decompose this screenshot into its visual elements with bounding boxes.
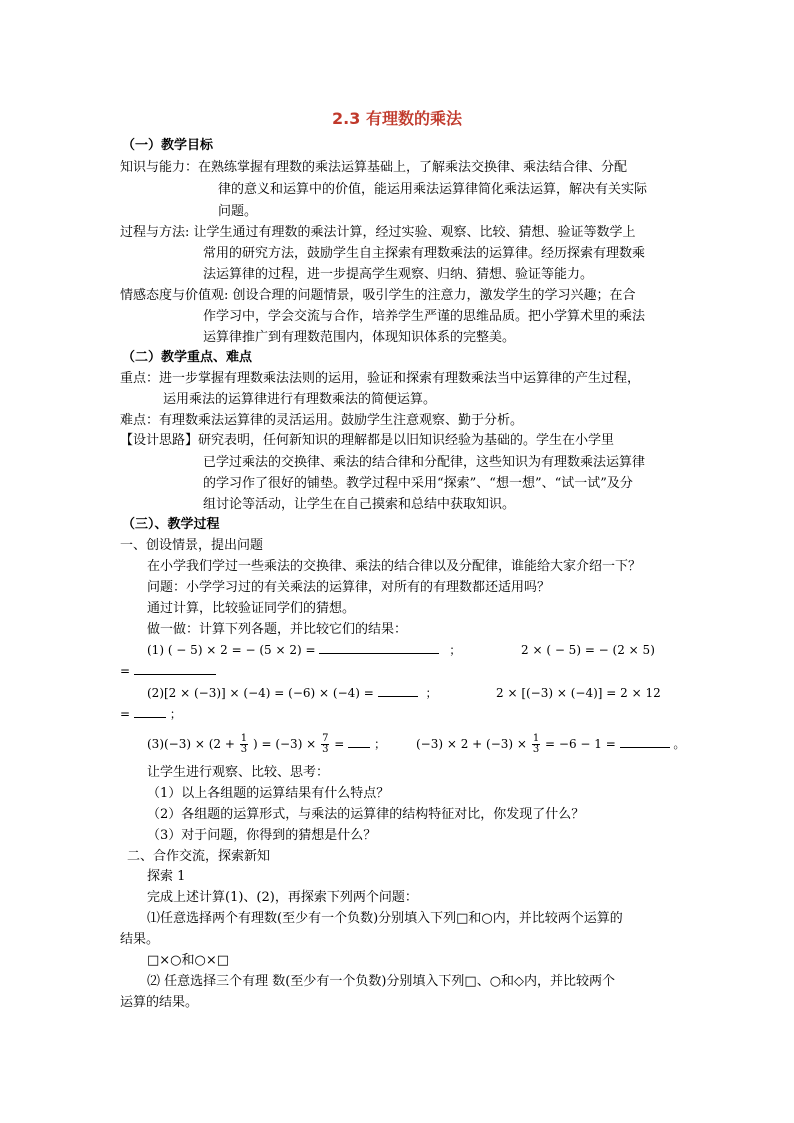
section-heading-objectives: （一）教学目标: [122, 138, 214, 153]
text-line: 【设计思路】研究表明，任何新知识的理解都是以旧知识经验为基础的。学生在小学里: [120, 433, 615, 448]
text-line: 情感态度与价值观: 创设合理的问题情景，吸引学生的注意力，激发学生的学习兴趣；在合: [120, 288, 636, 303]
question-3: （3）对于问题，你得到的猜想是什么？: [147, 828, 377, 843]
fraction-denominator: 3: [322, 744, 329, 755]
text-line: 运算的结果。: [120, 995, 199, 1010]
text-line: 问题：小学学习过的有关乘法的运算律，对所有的有理数都还适用吗？: [147, 580, 551, 595]
exercise-3-expression-part: ) = (−3) ×: [252, 737, 317, 751]
section-heading-key-points: （二）教学重点、难点: [122, 350, 253, 365]
exercise-1: [147, 641, 461, 659]
text-line: 常用的研究方法，鼓励学生自主探索有理数乘法的运算律。经历探索有理数乘: [203, 246, 646, 261]
text-line: 结果。: [120, 932, 160, 947]
fraction-numerator: 1: [532, 733, 540, 744]
text-line: 在小学我们学过一些乘法的交换律、乘法的结合律以及分配律，谁能给大家介绍一下？: [147, 559, 642, 574]
text-line: 做一做：计算下列各题，并比较它们的结果：: [147, 622, 408, 637]
question-1: （1）以上各组题的运算结果有什么特点？: [147, 786, 390, 801]
punctuation: ；: [449, 643, 462, 657]
text-line: 过程与方法: 让学生通过有理数的乘法计算，经过实验、观察、比较、猜想、验证等数学上: [120, 225, 636, 240]
text-line: □×○和○×□: [147, 953, 230, 968]
text-line: 法运算律的过程，进一步提高学生观察、归纳、猜想、验证等能力。: [203, 267, 594, 282]
text-line: 二、合作交流，探索新知: [127, 849, 271, 864]
exercise-3: [147, 733, 386, 755]
exercise-3-second-expression: [416, 733, 685, 755]
punctuation: 。: [673, 737, 686, 751]
text-line: 通过计算，比较验证同学们的猜想。: [147, 601, 356, 616]
fraction-denominator: 3: [532, 744, 540, 755]
text-line: 重点：进一步掌握有理数乘法法则的运用，验证和探索有理数乘法当中运算律的产生过程，: [120, 371, 641, 386]
answer-blank: [319, 641, 439, 654]
punctuation: ；: [374, 737, 387, 751]
exercise-1-second-expression: 2 × ( − 5) = − (2 × 5): [521, 643, 655, 657]
fraction-numerator: 1: [240, 733, 248, 744]
fraction-one-third: [240, 734, 248, 755]
question-2: （2）各组题的运算形式，与乘法的运算律的结构特征对比，你发现了什么？: [147, 807, 585, 822]
fraction-one-third: [532, 734, 540, 755]
exercise-3-expression-part: (3)(−3) × (2 +: [147, 737, 235, 751]
punctuation: ；: [169, 707, 182, 721]
text-line: 运算律推广到有理数范围内，体现知识体系的完整美。: [203, 330, 516, 345]
exercise-2-continuation: [120, 705, 182, 723]
text-line: 律的意义和运算中的价值，能运用乘法运算律简化乘法运算，解决有关实际: [218, 182, 648, 197]
answer-blank: [134, 705, 166, 718]
exercise-1-continuation: [120, 662, 216, 680]
text-line: 一、创设情景，提出问题: [120, 538, 264, 553]
punctuation: ；: [425, 686, 438, 700]
text-line: 作学习中，学会交流与合作，培养学生严谨的思维品质。把小学算术里的乘法: [203, 309, 646, 324]
exercise-1-expression: (1) ( − 5) × 2 = − (5 × 2) =: [147, 643, 316, 657]
equals-sign: =: [120, 707, 131, 721]
text-line: 探索 1: [147, 869, 186, 884]
text-line: ⑵ 任意选择三个有理 数(至少有一个负数)分别填入下列□、○和◇内，并比较两个: [147, 974, 616, 989]
text-line: 难点：有理数乘法运算律的灵活运用。鼓励学生注意观察、勤于分析。: [120, 413, 524, 428]
fraction-denominator: 3: [240, 744, 248, 755]
exercise-2-expression: (2)[2 × (−3)] × (−4) = (−6) × (−4) =: [147, 686, 374, 700]
answer-blank: [348, 735, 370, 748]
exercise-2: [147, 684, 437, 702]
fraction-seven-thirds: [321, 734, 329, 755]
exercise-3-expression-part: (−3) × 2 + (−3) ×: [416, 737, 527, 751]
text-line: 知识与能力：在熟练掌握有理数的乘法运算基础上，了解乘法交换律、乘法结合律、分配: [120, 160, 628, 175]
equals-sign: =: [334, 737, 345, 751]
text-line: 让学生进行观察、比较、思考：: [147, 765, 330, 780]
text-line: 的学习作了很好的铺垫。教学过程中采用“探索”、“想一想”、“试一试”及分: [203, 476, 633, 491]
text-line: 问题。: [218, 204, 258, 219]
text-line: ⑴任意选择两个有理数(至少有一个负数)分别填入下列□和○内，并比较两个运算的: [147, 911, 623, 926]
fraction-numerator: 7: [322, 733, 329, 744]
equals-sign: =: [120, 664, 131, 678]
answer-blank: [620, 735, 670, 748]
text-line: 组讨论等活动，让学生在自己摸索和总结中获取知识。: [203, 497, 516, 512]
answer-blank: [378, 684, 418, 697]
exercise-3-expression-part: = −6 − 1 =: [545, 737, 616, 751]
exercise-2-second-expression: 2 × [(−3) × (−4)] = 2 × 12: [496, 686, 661, 700]
section-heading-process: （三）、教学过程: [122, 517, 220, 532]
text-line: 完成上述计算(1)、(2)，再探索下列两个问题：: [147, 890, 418, 905]
text-line: 运用乘法的运算律进行有理数乘法的简便运算。: [163, 392, 437, 407]
page-title: 2.3 有理数的乘法: [332, 109, 462, 128]
text-line: 已学过乘法的交换律、乘法的结合律和分配律，这些知识为有理数乘法运算律: [203, 455, 646, 470]
answer-blank: [134, 662, 216, 675]
